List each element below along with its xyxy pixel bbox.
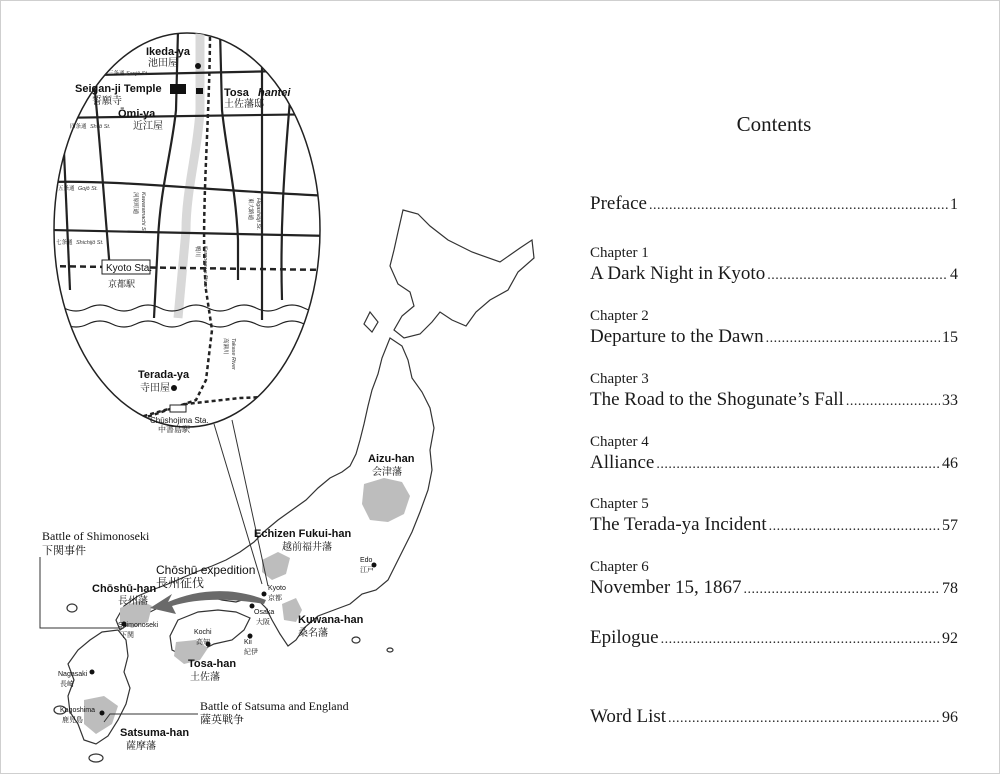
- page-number: 92: [942, 630, 958, 647]
- satsuma-england-label: Battle of Satsuma and England: [200, 699, 349, 713]
- edo-jp-label: 江戸: [360, 567, 374, 574]
- kyoto-label: Kyoto: [268, 585, 286, 592]
- chushojima-sta-label: Chūshojima Sta.: [150, 416, 209, 425]
- chapter-number: Chapter 6: [590, 559, 649, 575]
- page-number: 46: [942, 455, 958, 472]
- omiya-label: Ōmi-ya: [118, 108, 156, 120]
- echizen-jp-label: 越前福井藩: [282, 542, 332, 553]
- kuwana-jp-label: 桑名藩: [298, 628, 328, 639]
- shimonoseki-label: Shimonoseki: [118, 622, 159, 629]
- kuwana-label: Kuwana-han: [298, 614, 364, 626]
- leader-dots: [769, 515, 940, 539]
- kyoto-sta-jp-label: 京都駅: [108, 279, 136, 289]
- toc-entry-chapter-3[interactable]: [590, 370, 958, 414]
- gojo-en-label: Gojō St.: [78, 186, 98, 192]
- choshu-expedition-label: Chōshū expedition: [156, 563, 256, 577]
- toc-title: Contents: [736, 112, 812, 136]
- teradaya-jp-label: 寺田屋: [140, 383, 170, 394]
- osaka-jp-label: 大阪: [256, 619, 270, 626]
- hokkaido-shape: [390, 210, 534, 338]
- entry-title: Epilogue: [590, 627, 659, 648]
- kagoshima-label: Kagoshima: [60, 707, 96, 714]
- shichijo-en-label: Shichijō St.: [76, 240, 104, 246]
- aizu-jp-label: 会津藩: [372, 467, 402, 478]
- shimonoseki-jp-label: 下関: [120, 632, 134, 639]
- table-of-contents: [590, 0, 958, 774]
- toc-entry-chapter-1[interactable]: [590, 244, 958, 288]
- entry-title: November 15, 1867: [590, 577, 742, 598]
- toc-entry-preface[interactable]: [590, 192, 958, 218]
- nagasaki-label: Nagasaki: [58, 671, 88, 678]
- entry-title: The Road to the Shogunate’s Fall: [590, 389, 844, 410]
- toc-entry-chapter-6[interactable]: [590, 558, 958, 602]
- edo-label: Edo: [360, 557, 373, 564]
- osaka-label: Osaka: [254, 609, 275, 616]
- shijo-jp-label: 四条通: [70, 124, 87, 130]
- teradaya-label: Terada-ya: [138, 369, 190, 381]
- choshu-label: Chōshū-han: [92, 583, 157, 595]
- kamogawa-en-label: Kamogawa River: [202, 246, 208, 288]
- kyoto-jp-label: 京都: [268, 595, 282, 602]
- page-number: 96: [942, 709, 958, 726]
- kochi-label: Kochi: [194, 629, 212, 636]
- ikedaya-label: Ikeda-ya: [146, 46, 191, 58]
- shijo-en-label: Shijō St.: [90, 124, 111, 130]
- tosa-jp-label: 土佐藩: [190, 672, 220, 683]
- echizen-label: Echizen Fukui-han: [254, 528, 352, 540]
- satsuma-england-jp-label: 薩英戦争: [200, 714, 244, 726]
- entry-title: Alliance: [590, 452, 655, 473]
- entry-title: Word List: [590, 706, 667, 727]
- takasegawa-jp-label: 高瀬川: [222, 338, 228, 355]
- entry-title: Departure to the Dawn: [590, 326, 764, 347]
- kii-label: Kii: [244, 639, 252, 646]
- seiganji-jp-label: 誓願寺: [92, 96, 122, 107]
- kagoshima-jp-label: 鹿児島: [62, 717, 83, 724]
- choshu-expedition-jp-label: 長州征伐: [156, 576, 205, 590]
- leader-dots: [656, 453, 940, 477]
- toc-entry-epilogue[interactable]: [590, 626, 958, 652]
- leader-dots: [668, 707, 940, 731]
- entry-title: Preface: [590, 193, 647, 214]
- leader-dots: [846, 390, 940, 414]
- satsuma-label: Satsuma-han: [120, 727, 190, 739]
- tosa-hantei-label: Tosa: [224, 87, 249, 99]
- page-number: 78: [942, 580, 958, 597]
- seiganji-label: Seigan-ji Temple: [75, 83, 162, 95]
- sanjo-en-label: Sanjō St.: [126, 71, 149, 77]
- choshu-jp-label: 長州藩: [118, 596, 148, 607]
- takasegawa-en-label: Takase River: [230, 338, 236, 370]
- gojo-jp-label: 五条通: [58, 186, 75, 192]
- leader-dots: [661, 628, 940, 652]
- shimonoseki-battle-label: Battle of Shimonoseki: [42, 529, 150, 543]
- leader-dots: [649, 194, 948, 218]
- sanjo-jp-label: 三条通: [108, 71, 125, 77]
- nagasaki-jp-label: 長崎: [60, 681, 74, 688]
- kyoto-sta-label: Kyoto Sta.: [106, 263, 153, 274]
- page-number: 33: [942, 392, 958, 409]
- page-number: 4: [950, 266, 958, 283]
- leader-dots: [766, 327, 940, 351]
- omiya-jp-label: 近江屋: [133, 121, 163, 132]
- chapter-number: Chapter 5: [590, 496, 649, 512]
- toc-entry-chapter-2[interactable]: [590, 307, 958, 351]
- leader-dots: [767, 264, 948, 288]
- higashioji-jp-label: 東大路通: [247, 198, 253, 221]
- kii-jp-label: 紀伊: [244, 649, 258, 656]
- tosa-hantei-jp-label: 土佐藩邸: [224, 99, 264, 110]
- page-number: 1: [950, 196, 958, 213]
- kochi-jp-label: 高知: [196, 639, 210, 646]
- tosa-label: Tosa-han: [188, 658, 237, 670]
- leader-dots: [743, 578, 940, 602]
- tosa-hantei-italic-label: hantei: [258, 87, 291, 99]
- aizu-label: Aizu-han: [368, 453, 415, 465]
- chapter-number: Chapter 4: [590, 434, 649, 450]
- shichijo-jp-label: 七条通: [56, 240, 73, 246]
- chapter-number: Chapter 2: [590, 308, 649, 324]
- chapter-number: Chapter 3: [590, 371, 649, 387]
- entry-title: A Dark Night in Kyoto: [590, 263, 766, 284]
- entry-title: The Terada-ya Incident: [590, 514, 767, 535]
- page-number: 15: [942, 329, 958, 346]
- kawaramachi-jp-label: 河原町通: [132, 192, 138, 215]
- chushojima-sta-jp-label: 中書島駅: [158, 425, 190, 434]
- kamogawa-jp-label: 鴨川: [194, 246, 200, 258]
- toc-entry-chapter-4[interactable]: [590, 433, 958, 477]
- toc-entry-chapter-5[interactable]: [590, 495, 958, 539]
- ikedaya-jp-label: 池田屋: [148, 58, 178, 69]
- chapter-number: Chapter 1: [590, 245, 649, 261]
- page-number: 57: [942, 517, 958, 534]
- higashioji-en-label: Higashiōji St.: [255, 198, 261, 231]
- kawaramachi-en-label: Kawaramachi St.: [140, 192, 146, 234]
- shimonoseki-battle-jp-label: 下関事件: [42, 545, 86, 557]
- toc-entry-word-list[interactable]: [590, 705, 958, 731]
- satsuma-jp-label: 薩摩藩: [126, 741, 156, 752]
